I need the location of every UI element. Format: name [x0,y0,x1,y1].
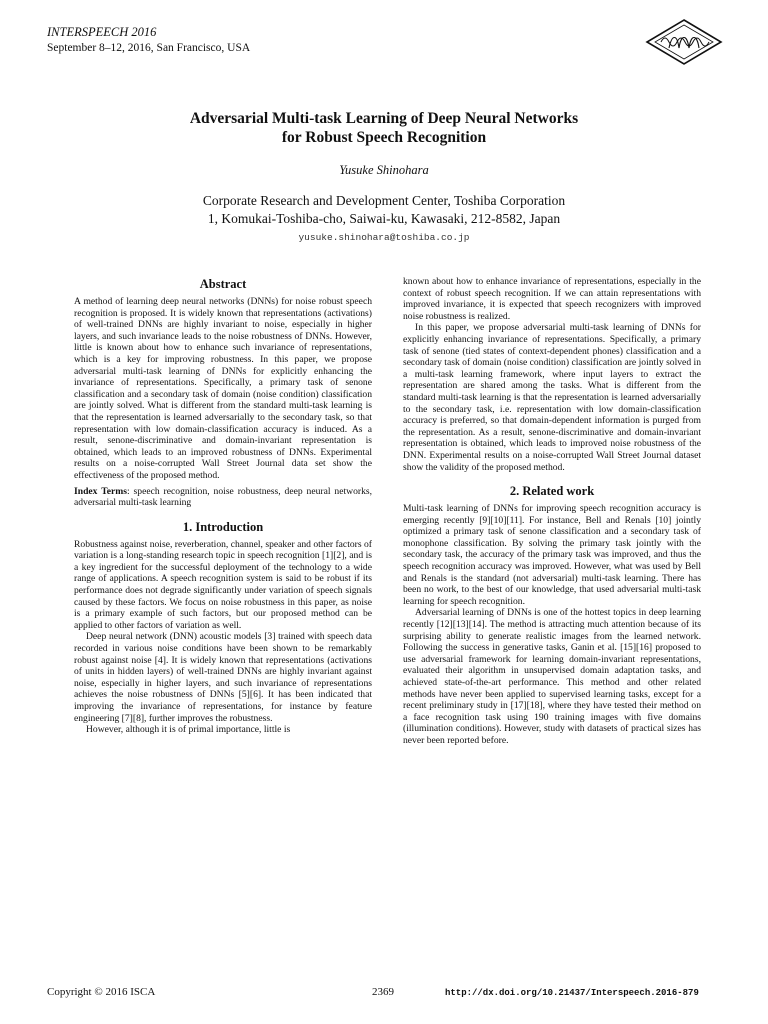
author-email: yusuke.shinohara@toshiba.co.jp [298,232,470,243]
page-number: 2369 [372,986,394,998]
left-column [74,276,372,736]
affiliation-line-2: 1, Komukai-Toshiba-cho, Saiwai-ku, Kawasaki, 212-8582, Japan [207,211,561,226]
introduction-heading: 1. Introduction [182,519,264,534]
related-paragraph-2: Adversarial learning of DNNs is one of the hottest topics in deep learning recently [12][13][14]. The method is attracting much attention because of its surprising ability to generate realistic images from the learned network. Following the success in generative tasks, Ganin et al. [15][16] proposed to use adversarial framework for learning domain-invariant representations, evaluated their algorithm in unsupervised domain adaptation tasks, and achieved state-of-the-art performance. This method and other related methods have never been applied to supervised learning tasks, except for a recent preliminary study in [17][18], where they have tested their method on a face recognition task using 190 training images with five domains (illumination conditions). However, study with datasets of practical sizes has never been reported before. [403,607,701,746]
intro-paragraph-3: However, although it is of primal importance, little is [86,724,291,736]
intro-paragraph-1: Robustness against noise, reverberation, channel, speaker and other factors of variation is a long-standing research topic in speech recognition [1][2], and is a key ingredient for the successful deployment of the technology to a wide range of applications. A speech recognition system is said to be robust if its performance does not degrade significantly under variation of speech signals caused by these factors. We focus on noise robustness in this paper, as noise is a primary example of such factors, but our proposed method can be applied to other factors of variation as well. [74,538,372,631]
copyright: Copyright © 2016 ISCA [47,986,156,998]
conference-name: INTERSPEECH 2016 [47,25,157,39]
index-terms [74,486,372,509]
conference-date-location: September 8–12, 2016, San Francisco, USA [47,42,251,54]
doi-link[interactable]: http://dx.doi.org/10.21437/Interspeech.2016-879 [445,988,699,998]
title-line-1: Adversarial Multi-task Learning of Deep Neural Networks [189,110,579,127]
index-terms-label: Index Terms [74,485,127,497]
author-name: Yusuke Shinohara [339,163,429,177]
abstract-text: A method of learning deep neural networks (DNNs) for noise robust speech recognition is proposed. It is widely known that representations (activations) of well-trained DNNs are highly invariant to noise, especially in higher layers, and such invariance leads to the noise robustness of DNNs. However, little is known about how to enhance such invariance of representations, which is a key for improving robustness. In this paper, we propose adversarial multi-task learning of DNNs for explicitly enhancing the invariance of representations. Specifically, a primary task of senone classification and a secondary task of domain (noise condition) classification are jointly solved. What is different from the standard multi-task learning is that the representation is learned adversarially to the secondary task, so that representation with low domain-classification accuracy is induced. As a result, senone-discriminative and domain-invariant representation is obtained, which leads to an improved robustness of DNNs. Experimental results on a noise-corrupted Wall Street Journal data set show the effectiveness of the proposed method. [74,296,372,481]
abstract-heading: Abstract [199,277,247,291]
affiliation [0,192,768,228]
intro-paragraph-2: Deep neural network (DNN) acoustic models [3] trained with speech data recorded in various noise conditions have been shown to be remarkably robust against noise [4]. It is widely known that representations (activations of units in hidden layers) of well-trained DNNs are highly invariant against noise, especially in higher layers, and such invariance of representations achieves the noise robustness of DNNs [5][6]. It has been indicated that improving the invariance of representations, for instance by feature engineering [7][8], further improves the robustness. [74,631,372,724]
title-line-2: for Robust Speech Recognition [281,129,487,146]
intro-proposal-paragraph: In this paper, we propose adversarial multi-task learning of DNNs for explicitly enhancing invariance of representations. Specifically, a primary task of senone (tied states of context-dependent phones) classification and a secondary task of domain (noise condition) classification are jointly solved in a multi-task learning framework, where input layers to extract the representation are shared among the tasks. What is different from the standard multi-task learning is that the representation is learned adversarially to the secondary task, i.e. representation with low domain-classification accuracy is preferred, so that domain-dependent information is purged from the representation. As a result, senone-discriminative and domain-invariant representation is obtained, which leads to improved noise robustness of the DNN. Experimental results on a noise-corrupted Wall Street Journal dataset show the validity of the proposed method. [403,322,701,473]
right-column [403,276,701,747]
paper-title [0,109,768,147]
related-paragraph-1: Multi-task learning of DNNs for improving speech recognition accuracy is emerging recently [9][10][11]. For instance, Bell and Renals [10] jointly optimized a primary task of senone classification and a secondary task of monophone classification. By solving the primary task jointly with the secondary task, the accuracy of the primary task was improved, and thus the speech recognition accuracy was improved. However, what was used by Bell and Renals is the standard (not adversarial) multi-task learning. There has been no work, to the best of our knowledge, that used adversarial multi-task learning for speech recognition. [403,503,701,607]
affiliation-line-1: Corporate Research and Development Center, Toshiba Corporation [202,193,566,208]
index-terms-text: : speech recognition, noise robustness, deep neural networks, adversarial multi-task learning [74,485,373,509]
related-work-heading: 2. Related work [509,484,595,499]
isca-logo [645,18,723,66]
intro-continued: known about how to enhance invariance of representations, especially in the context of robust speech recognition. If we can attain representations with improved invariance, it is expected that speech recognizers with improved noise robustness is realized. [403,276,701,322]
